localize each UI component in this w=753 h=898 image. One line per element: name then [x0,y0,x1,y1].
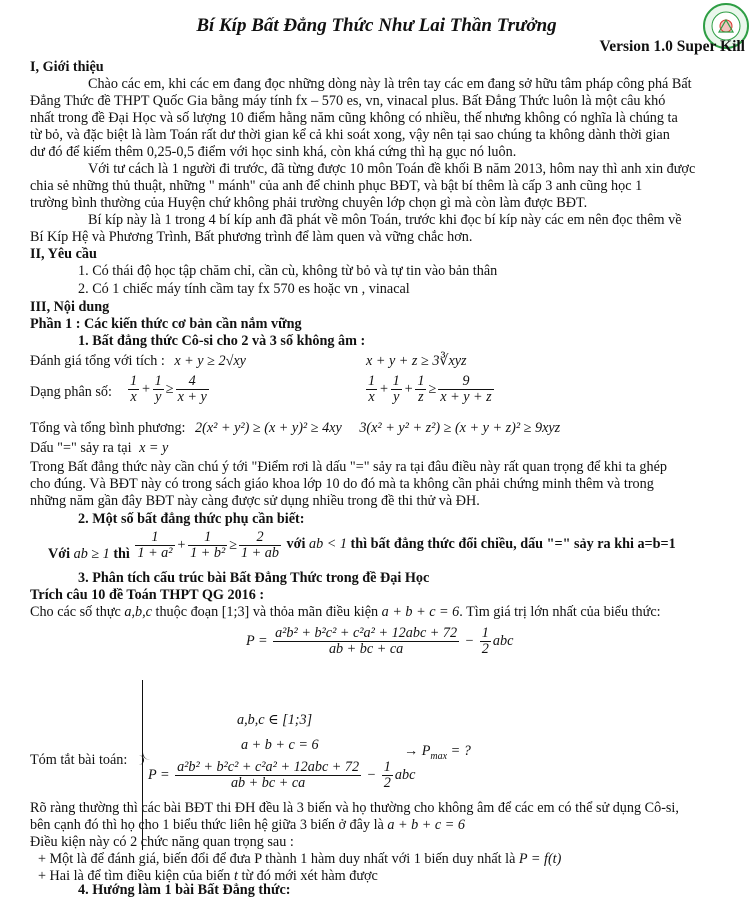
analysis-line: Rõ ràng thường thì các bài BĐT thi ĐH đều là 3 biến và họ thường cho không âm để các em có thể sử dụng Cô-si, [30,800,679,816]
summary-max: max [430,750,448,762]
formula-aux: $\frac{1}{\text{1 + a²}}$ + $\frac{1}{\text{1 + b²}}$ ≥ $\frac{2}{1 + ab}$ [137,529,279,561]
intro-line: Với tư cách là 1 người đi trước, đã từng được 10 môn Toán đề khối B năm 2013, hôm nay thì anh xin được [88,161,696,177]
summary-cond-1: a,b,c ∈ [1;3] [237,712,313,728]
problem-vars: a,b,c [124,604,152,620]
label-binhphuong: Tổng và tổng bình phương: [30,420,186,436]
condition-2-var: t [233,868,238,884]
part-1-heading: Phần 1 : Các kiến thức cơ bản cần nắm vững [30,316,302,332]
summary-label: Tóm tắt bài toán: [30,752,128,768]
section-1-heading: I, Giới thiệu [30,59,104,75]
section-3-heading: III, Nội dung [30,299,110,315]
summary-formula-P: P = $\frac{\text{a²b² + b²c² + c²a² + 12abc + 72}}{ab + bc + ca}$ − $\frac{1}{2}$ abc [148,759,416,791]
summary-cond-2: a + b + c = 6 [241,737,319,753]
document-title: Bí Kíp Bất Đẳng Thức Như Lai Thần Trưởng [196,15,557,36]
intro-line: Đẳng Thức đề THPT Quốc Gia bằng máy tính fx – 570 es, vn, vinacal plus. Bất Đẳng Thức luôn là một câu khó [30,93,666,109]
sum-square-line [30,420,741,437]
problem-statement [30,604,741,621]
formula-am-gm-3: x + y + z ≥ 3∛xyz [366,353,467,369]
subsection-3-heading: 3. Phân tích cấu trúc bài Bất Đẳng Thức trong đề Đại Học [78,570,430,586]
note-line: Trong Bất đẳng thức này cần chú ý tới "Điểm rơi là dấu "=" sảy ra tại đâu điều này rất quan trọng để khi ta ghép [30,459,667,475]
intro-line: từ bỏ, và đặc biệt là làm Toán rất dư thời gian kể cả khi soát xong, vậy nên tại sao chúng ta không dành thời gian [30,127,670,143]
P-numerator: a²b² + b²c² + c²a² + 12abc + 72 [177,759,360,775]
intro-line: Bí kíp này là 1 trong 4 bí kíp anh đã phát về môn Toán, trước khi đọc bí kíp này các em nên đọc thêm về [88,212,682,228]
condition-1-formula: P = f(t) [518,851,562,867]
aux-tail: thì bất đẳng thức đổi chiều, dấu "=" sảy ra khi a=b=1 [350,535,676,552]
formula-sq-2: 2(x² + y²) ≥ (x + y)² ≥ 4xy [195,420,342,436]
note-line: cho đúng. Và BĐT này có trong sách giáo khoa lớp 10 do đó mà ta không cần phải chứng minh thêm và trong [30,476,654,492]
label-phanso: Dạng phân số: [30,384,112,400]
subsection-2-heading: 2. Một số bất đẳng thức phụ cần biết: [78,511,305,527]
am-gm-product-line [30,353,741,370]
P-tail: abc [492,632,514,649]
problem-text-c: . Tìm giá trị lớn nhất của biểu thức: [459,604,661,620]
condition-heading: Điều kiện này có 2 chức năng quan trọng sau : [30,834,294,850]
section-2-heading: II, Yêu cầu [30,246,97,262]
subsection-4-heading: 4. Hướng làm 1 bài Bất Đẳng thức: [78,882,291,898]
note-line: những năm gần đây BĐT này càng được sử dụng nhiều trong đề thi thử và ĐH. [30,493,480,509]
condition-1-text: + Một là để đánh giá, biến đổi để đưa P thành 1 hàm duy nhất với 1 biến duy nhất là [38,851,516,867]
formula-equality: x = y [139,440,169,456]
intro-line: Chào các em, khi các em đang đọc những dòng này là trên tay các em đang sở hữu tâm pháp công phá Bất [88,76,692,92]
aux-inequality-line [30,530,741,568]
requirement-item: 2. Có 1 chiếc máy tính cầm tay fx 570 es hoặc vn , vinacal [78,281,410,297]
label-voi-2: với [286,535,306,552]
excerpt-heading: Trích câu 10 đề Toán THPT QG 2016 : [30,587,265,603]
formula-fraction-3: $\frac{1}{x}$ + $\frac{1}{y}$ + $\frac{1}{z}$ ≥ $\frac{9}{x + y + z}$ [368,373,492,405]
analysis-line [30,817,741,834]
intro-line: chia sẻ những thủ thuật, những " mánh" của anh để chinh phục BĐT, và bật bí thêm là cấp 3 anh cũng học 1 [30,178,643,194]
label-dau: Dấu "=" sảy ra tại [30,440,132,456]
P-numerator: a²b² + b²c² + c²a² + 12abc + 72 [275,625,458,641]
requirement-item: 1. Có thái độ học tập chăm chỉ, cần cù, không từ bỏ và tự tin vào bản thân [78,263,498,279]
condition-2-text-b: từ đó mới xét hàm được [241,868,378,884]
problem-text-a: Cho các số thực [30,604,121,620]
problem-cond: a + b + c = 6 [381,604,460,620]
condition-1 [30,851,741,868]
formula-P: P = $\frac{\text{a²b² + b²c² + c²a² + 12abc + 72}}{ab + bc + ca}$ − $\frac{1}{2}$ abc [246,625,514,657]
analysis-text: bên cạnh đó thì họ cho 1 biểu thức liên hệ giữa 3 biến ở đây là [30,817,384,833]
summary-arrow: → P [404,743,431,759]
condition-2-text-a: + Hai là để tìm điều kiện của biến [38,868,231,884]
formula-fraction-2: $\frac{1}{x}$ + $\frac{1}{y}$ ≥ $\frac{4}{x + y}$ [130,373,207,405]
P-lhs: P = [148,766,170,783]
P-denominator: ab + bc + ca [328,641,404,657]
label-voi: Với [48,545,71,562]
problem-text-b: thuộc đoạn [1;3] và thỏa mãn điều kiện [155,604,379,620]
label-thi: thì [113,545,130,562]
equality-line [30,440,741,457]
formula-am-gm-2: x + y ≥ 2√xy [174,353,246,369]
summary-q: = ? [450,743,471,759]
version-label: Version 1.0 Super Kill [599,38,745,55]
intro-line: nhất trong đề Đại Học và số lượng 10 điểm hằng năm cũng không có nhiều, thế nhưng không có nghĩa là chúng ta [30,110,678,126]
P-lhs: P = [246,632,268,649]
cond-ab-ge-1: ab ≥ 1 [73,545,110,562]
subsection-1-heading: 1. Bất đẳng thức Cô-si cho 2 và 3 số không âm : [78,333,366,349]
label-tich: Đánh giá tổng với tích : [30,353,165,369]
P-tail: abc [394,766,416,783]
analysis-formula: a + b + c = 6 [387,817,465,833]
intro-line: Bí Kíp Hệ và Phương Trình, Bất phương trình để làm quen và vững chắc hơn. [30,229,473,245]
P-denominator: ab + bc + ca [230,775,306,791]
intro-line: dư đó để kiếm thêm 0,25-0,5 điểm với học sinh khá, còn khá cứng thì hạ gục nó luôn. [30,144,517,160]
fraction-form-line [30,374,741,414]
cond-ab-lt-1: ab < 1 [308,535,347,552]
intro-line: trường bình thường của Huyện chứ không phải trường chuyên lớp chọn gì mà còn làm được BĐT. [30,195,588,211]
formula-sq-3: 3(x² + y² + z²) ≥ (x + y + z)² ≥ 9xyz [359,420,561,436]
